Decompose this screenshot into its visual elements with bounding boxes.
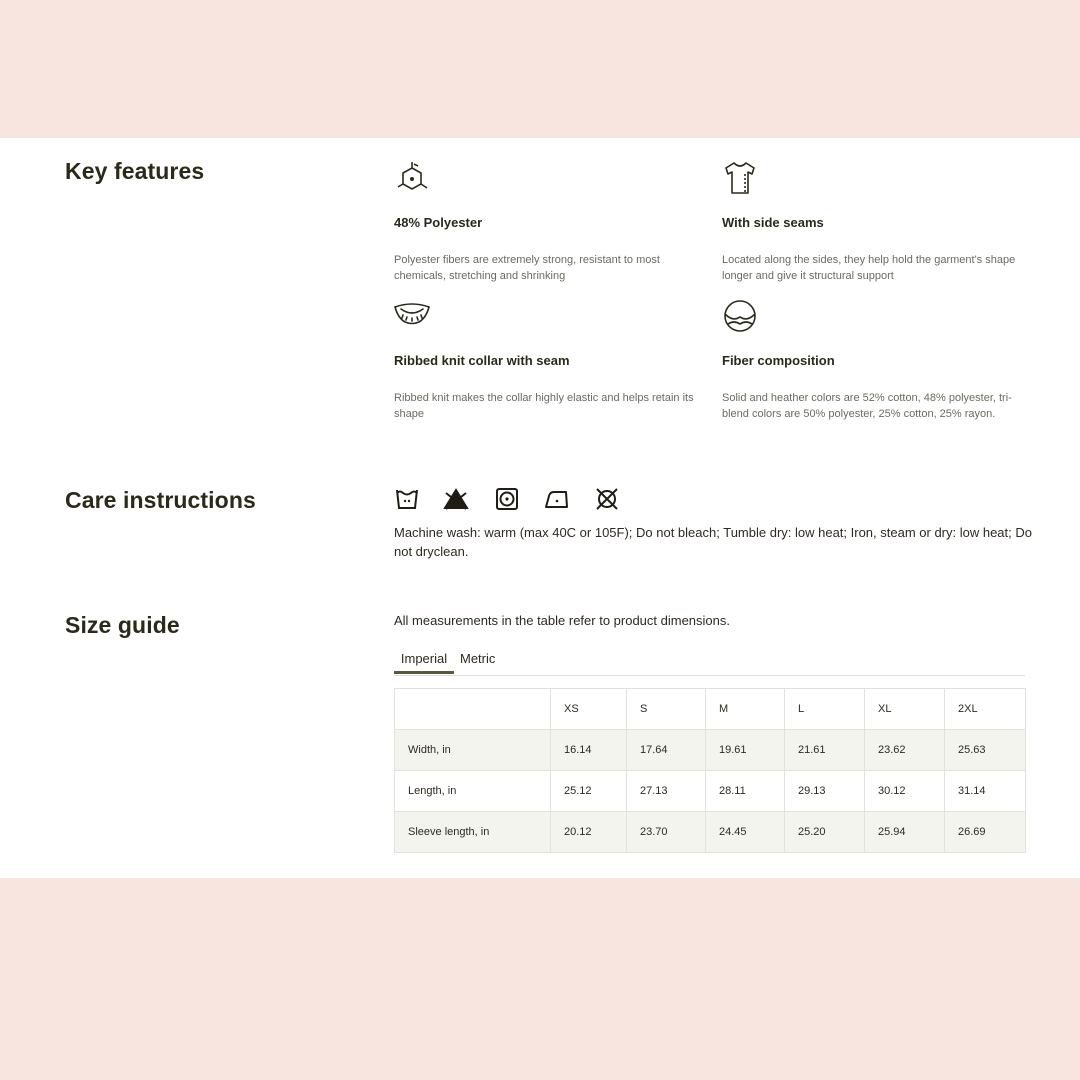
table-cell: 23.70	[627, 812, 706, 853]
iron-low-icon	[544, 486, 570, 512]
size-guide-heading: Size guide	[65, 612, 180, 638]
table-cell: 27.13	[627, 771, 706, 812]
size-table	[394, 688, 1026, 853]
table-cell: 31.14	[945, 771, 1026, 812]
tumble-dry-low-icon	[494, 486, 520, 512]
table-header-row	[395, 689, 1026, 730]
table-header-cell: L	[785, 689, 865, 730]
table-cell: 25.94	[865, 812, 945, 853]
table-header-cell	[395, 689, 551, 730]
feature-title: Ribbed knit collar with seam	[394, 353, 570, 368]
feature-title: With side seams	[722, 215, 824, 230]
feature-description: Polyester fibers are extremely strong, resistant to most chemicals, stretching and shrinking	[394, 254, 660, 282]
care-instructions-text: Machine wash: warm (max 40C or 105F); Do not bleach; Tumble dry: low heat; Iron, steam or dry: low heat; Do not dryclean.	[394, 525, 1032, 559]
table-cell: 29.13	[785, 771, 865, 812]
table-header-cell: M	[706, 689, 785, 730]
tshirt-side-seams-icon	[722, 160, 758, 196]
feature-title: Fiber composition	[722, 353, 835, 368]
table-header-cell: 2XL	[945, 689, 1026, 730]
unit-tabs	[394, 644, 1025, 676]
table-cell: 16.14	[551, 730, 627, 771]
table-row	[395, 812, 1026, 853]
table-cell: 25.20	[785, 812, 865, 853]
feature-item	[722, 160, 1032, 282]
table-cell: 25.63	[945, 730, 1026, 771]
polyester-molecule-icon	[394, 160, 430, 196]
table-row	[395, 730, 1026, 771]
feature-item	[722, 298, 1032, 420]
table-cell: 26.69	[945, 812, 1026, 853]
feature-item	[394, 298, 704, 420]
table-cell: 23.62	[865, 730, 945, 771]
table-cell: 17.64	[627, 730, 706, 771]
table-header-cell: XS	[551, 689, 627, 730]
feature-title: 48% Polyester	[394, 215, 483, 230]
row-label: Width, in	[395, 730, 551, 771]
care-instructions-heading: Care instructions	[65, 487, 256, 513]
do-not-bleach-icon	[443, 486, 469, 512]
key-features-heading: Key features	[65, 158, 205, 184]
size-guide-intro: All measurements in the table refer to product dimensions.	[394, 613, 731, 628]
table-cell: 21.61	[785, 730, 865, 771]
product-details-panel	[0, 138, 1080, 878]
fiber-composition-icon	[722, 298, 758, 334]
table-cell: 24.45	[706, 812, 785, 853]
tab-metric[interactable]: Metric	[460, 651, 496, 666]
table-cell: 19.61	[706, 730, 785, 771]
table-row	[395, 771, 1026, 812]
feature-description: Solid and heather colors are 52% cotton, 48% polyester, tri-blend colors are 50% polyester, 25% cotton, 25% rayon.	[722, 392, 1012, 420]
table-header-cell: S	[627, 689, 706, 730]
do-not-dryclean-icon	[594, 486, 620, 512]
row-label: Length, in	[395, 771, 551, 812]
feature-description: Ribbed knit makes the collar highly elastic and helps retain its shape	[394, 392, 694, 420]
table-cell: 28.11	[706, 771, 785, 812]
ribbed-collar-icon	[394, 298, 430, 334]
feature-item	[394, 160, 704, 282]
table-cell: 30.12	[865, 771, 945, 812]
feature-description: Located along the sides, they help hold the garment's shape longer and give it structural support	[722, 254, 1016, 282]
table-header-cell: XL	[865, 689, 945, 730]
tab-imperial[interactable]: Imperial	[394, 644, 454, 674]
row-label: Sleeve length, in	[395, 812, 551, 853]
machine-wash-warm-icon	[394, 486, 420, 512]
table-cell: 25.12	[551, 771, 627, 812]
table-cell: 20.12	[551, 812, 627, 853]
